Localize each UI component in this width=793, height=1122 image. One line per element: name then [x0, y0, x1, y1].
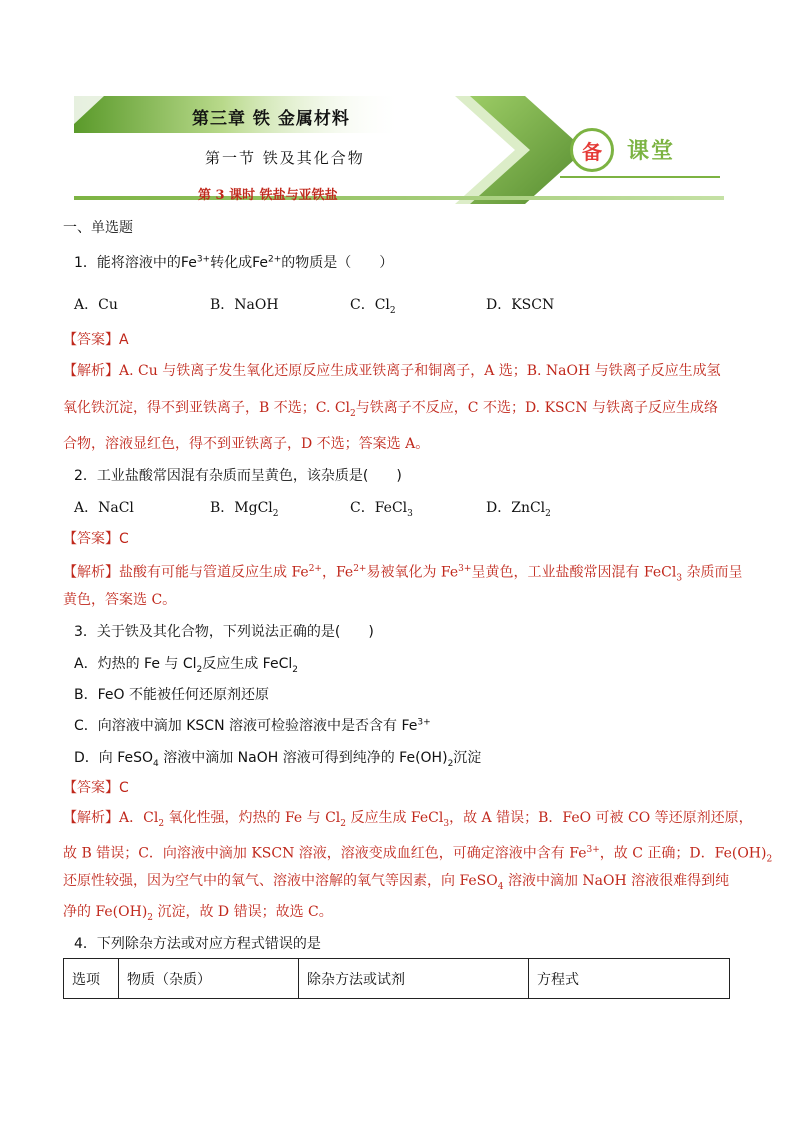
q3-explanation-line2 [63, 840, 772, 869]
q2-exp1e: 杂质而呈 [682, 564, 743, 581]
q3-stem: 3．关于铁及其化合物，下列说法正确的是( ) [74, 624, 374, 640]
q1-stem [74, 252, 393, 272]
q1-option-d: D．KSCN [486, 297, 555, 313]
q1-answer: 【答案】A [63, 332, 129, 348]
q1-option-c-sub: 2 [389, 305, 396, 316]
q3-optA-sub2: 2 [292, 664, 298, 675]
q2-option-c-sub: 3 [407, 508, 413, 519]
q2-exp1b: ，Fe [321, 564, 354, 581]
q2-option-b-text: B．MgCl [210, 500, 273, 516]
q2-explanation-line1 [63, 559, 743, 588]
q3-exp2sup: 3+ [586, 845, 600, 855]
q1-option-c [350, 294, 396, 316]
q3-exp4b: 沉淀，故 D 错误；故选 C。 [153, 904, 333, 920]
table-header-cell: 除杂方法或试剂 [299, 959, 529, 999]
q3-exp3a: 还原性较强，因为空气中的氧气、溶液中溶解的氧气等因素，向 FeSO [63, 873, 498, 889]
q3-exp1sub2: 2 [340, 818, 347, 829]
q1-sup2: 2+ [268, 254, 282, 265]
q2-exp1a: 【解析】盐酸有可能与管道反应生成 Fe [63, 564, 309, 581]
q3-optA-sub1: 2 [196, 664, 203, 675]
q2-option-b [210, 497, 279, 519]
chapter-title: 第三章 铁 金属材料 [192, 109, 350, 129]
q3-optD-sub1: 4 [153, 758, 159, 769]
lesson-title: 第 3 课时 铁盐与亚铁盐 [198, 188, 338, 203]
q3-exp1sub3: 3 [443, 818, 450, 829]
q2-option-d-text: D．ZnCl [486, 500, 546, 516]
q1-stem-c: 的物质是（ ） [281, 255, 394, 271]
q3-optD-a: D．向 FeSO [74, 750, 154, 766]
q3-explanation-line1 [63, 808, 753, 834]
logo-icon [570, 128, 614, 172]
logo-text: 课堂 [627, 139, 676, 164]
q3-exp4a: 净的 Fe(OH) [63, 904, 148, 920]
q2-exp1sub: 3 [676, 573, 683, 584]
q4-stem: 4．下列除杂方法或对应方程式错误的是 [74, 936, 321, 952]
section-title: 第一节 铁及其化合物 [205, 149, 365, 167]
header-underline [74, 196, 724, 200]
q3-exp1a: 【解析】A．Cl [63, 810, 159, 826]
q1-explanation-line3: 合物，溶液显红色，得不到亚铁离子，D 不选；答案选 A。 [63, 436, 430, 452]
q1-option-c-text: C．Cl [350, 297, 390, 313]
q3-exp3sub: 4 [497, 881, 504, 892]
q1-option-a: A．Cu [74, 297, 118, 313]
q2-option-c [350, 497, 413, 519]
q1-stem-a: 1．能将溶液中的Fe [74, 255, 197, 271]
q3-optC-sup: 3+ [417, 717, 431, 728]
q2-exp1sup2: 2+ [353, 564, 367, 574]
table-header-row [64, 959, 730, 999]
table-header-cell: 物质（杂质） [119, 959, 299, 999]
q2-stem: 2．工业盐酸常因混有杂质而呈黄色，该杂质是( ) [74, 468, 402, 484]
q3-option-b: B．FeO 不能被任何还原剂还原 [74, 687, 269, 703]
q2-option-c-text: C．FeCl [350, 500, 408, 516]
q3-exp2a: 故 B 错误；C．向溶液中滴加 KSCN 溶液，溶液变成血红色，可确定溶液中含有 Fe [63, 845, 587, 862]
q1-option-b: B．NaOH [210, 297, 279, 313]
header-logo-line [560, 176, 720, 178]
q4-table [63, 958, 730, 999]
header-graphic [0, 0, 793, 215]
q3-optA-b: 反应生成 FeCl [202, 656, 293, 672]
q3-exp2sub: 2 [766, 854, 773, 865]
q2-exp1sup3: 3+ [458, 564, 472, 574]
q1-sup1: 3+ [196, 254, 211, 265]
q3-exp1sub1: 2 [158, 818, 165, 829]
q3-exp4sub: 2 [147, 912, 154, 923]
q3-option-d [74, 747, 481, 769]
q3-option-a [74, 653, 298, 675]
q3-exp1d: ，故 A 错误；B．FeO 可被 CO 等还原剂还原， [449, 810, 753, 826]
q3-exp1b: 氧化性强，灼热的 Fe 与 Cl [164, 810, 341, 826]
q1-exp2sub: 2 [350, 408, 356, 419]
q2-exp1c: 易被氧化为 Fe [366, 564, 459, 581]
q2-explanation-line2: 黄色，答案选 C。 [63, 592, 177, 608]
q1-exp2a: 氧化铁沉淀，得不到亚铁离子，B 不选；C. Cl [63, 400, 351, 416]
table-header-cell: 方程式 [529, 959, 730, 999]
q2-exp1sup1: 2+ [308, 564, 322, 574]
q3-option-c [74, 715, 431, 735]
q1-explanation-line1: 【解析】A. Cu 与铁离子发生氧化还原反应生成亚铁离子和铜离子，A 选；B. NaOH 与铁离子反应生成氢 [63, 363, 721, 379]
q3-optD-sub2: 2 [447, 758, 454, 769]
q3-optD-b: 溶液中滴加 NaOH 溶液可得到纯净的 Fe(OH) [158, 750, 448, 766]
q1-exp2b: 与铁离子不反应，C 不选；D. KSCN 与铁离子反应生成络 [355, 400, 719, 416]
q3-explanation-line3 [63, 871, 729, 897]
q2-option-d-sub: 2 [545, 508, 551, 519]
q2-answer: 【答案】C [63, 531, 129, 547]
q3-optD-c: 沉淀 [453, 750, 482, 766]
q3-explanation-line4 [63, 902, 333, 928]
table-header-cell: 选项 [64, 959, 119, 999]
q3-optC-a: C．向溶液中滴加 KSCN 溶液可检验溶液中是否含有 Fe [74, 718, 418, 734]
q2-option-d [486, 497, 551, 519]
q2-option-b-sub: 2 [272, 508, 279, 519]
q2-option-a: A．NaCl [74, 500, 134, 516]
q1-stem-b: 转化成Fe [210, 255, 268, 271]
q2-exp1d: 呈黄色，工业盐酸常因混有 FeCl [471, 564, 677, 581]
q3-exp1c: 反应生成 FeCl [346, 810, 444, 826]
q1-explanation-line2 [63, 398, 718, 424]
q3-answer: 【答案】C [63, 780, 129, 796]
q3-exp3b: 溶液中滴加 NaOH 溶液很难得到纯 [503, 873, 730, 889]
q3-exp2b: ，故 C 正确；D．Fe(OH) [599, 845, 767, 862]
q3-optA-a: A．灼热的 Fe 与 Cl [74, 656, 197, 672]
section-heading: 一、单选题 [63, 220, 133, 236]
logo-char: 备 [582, 139, 602, 164]
